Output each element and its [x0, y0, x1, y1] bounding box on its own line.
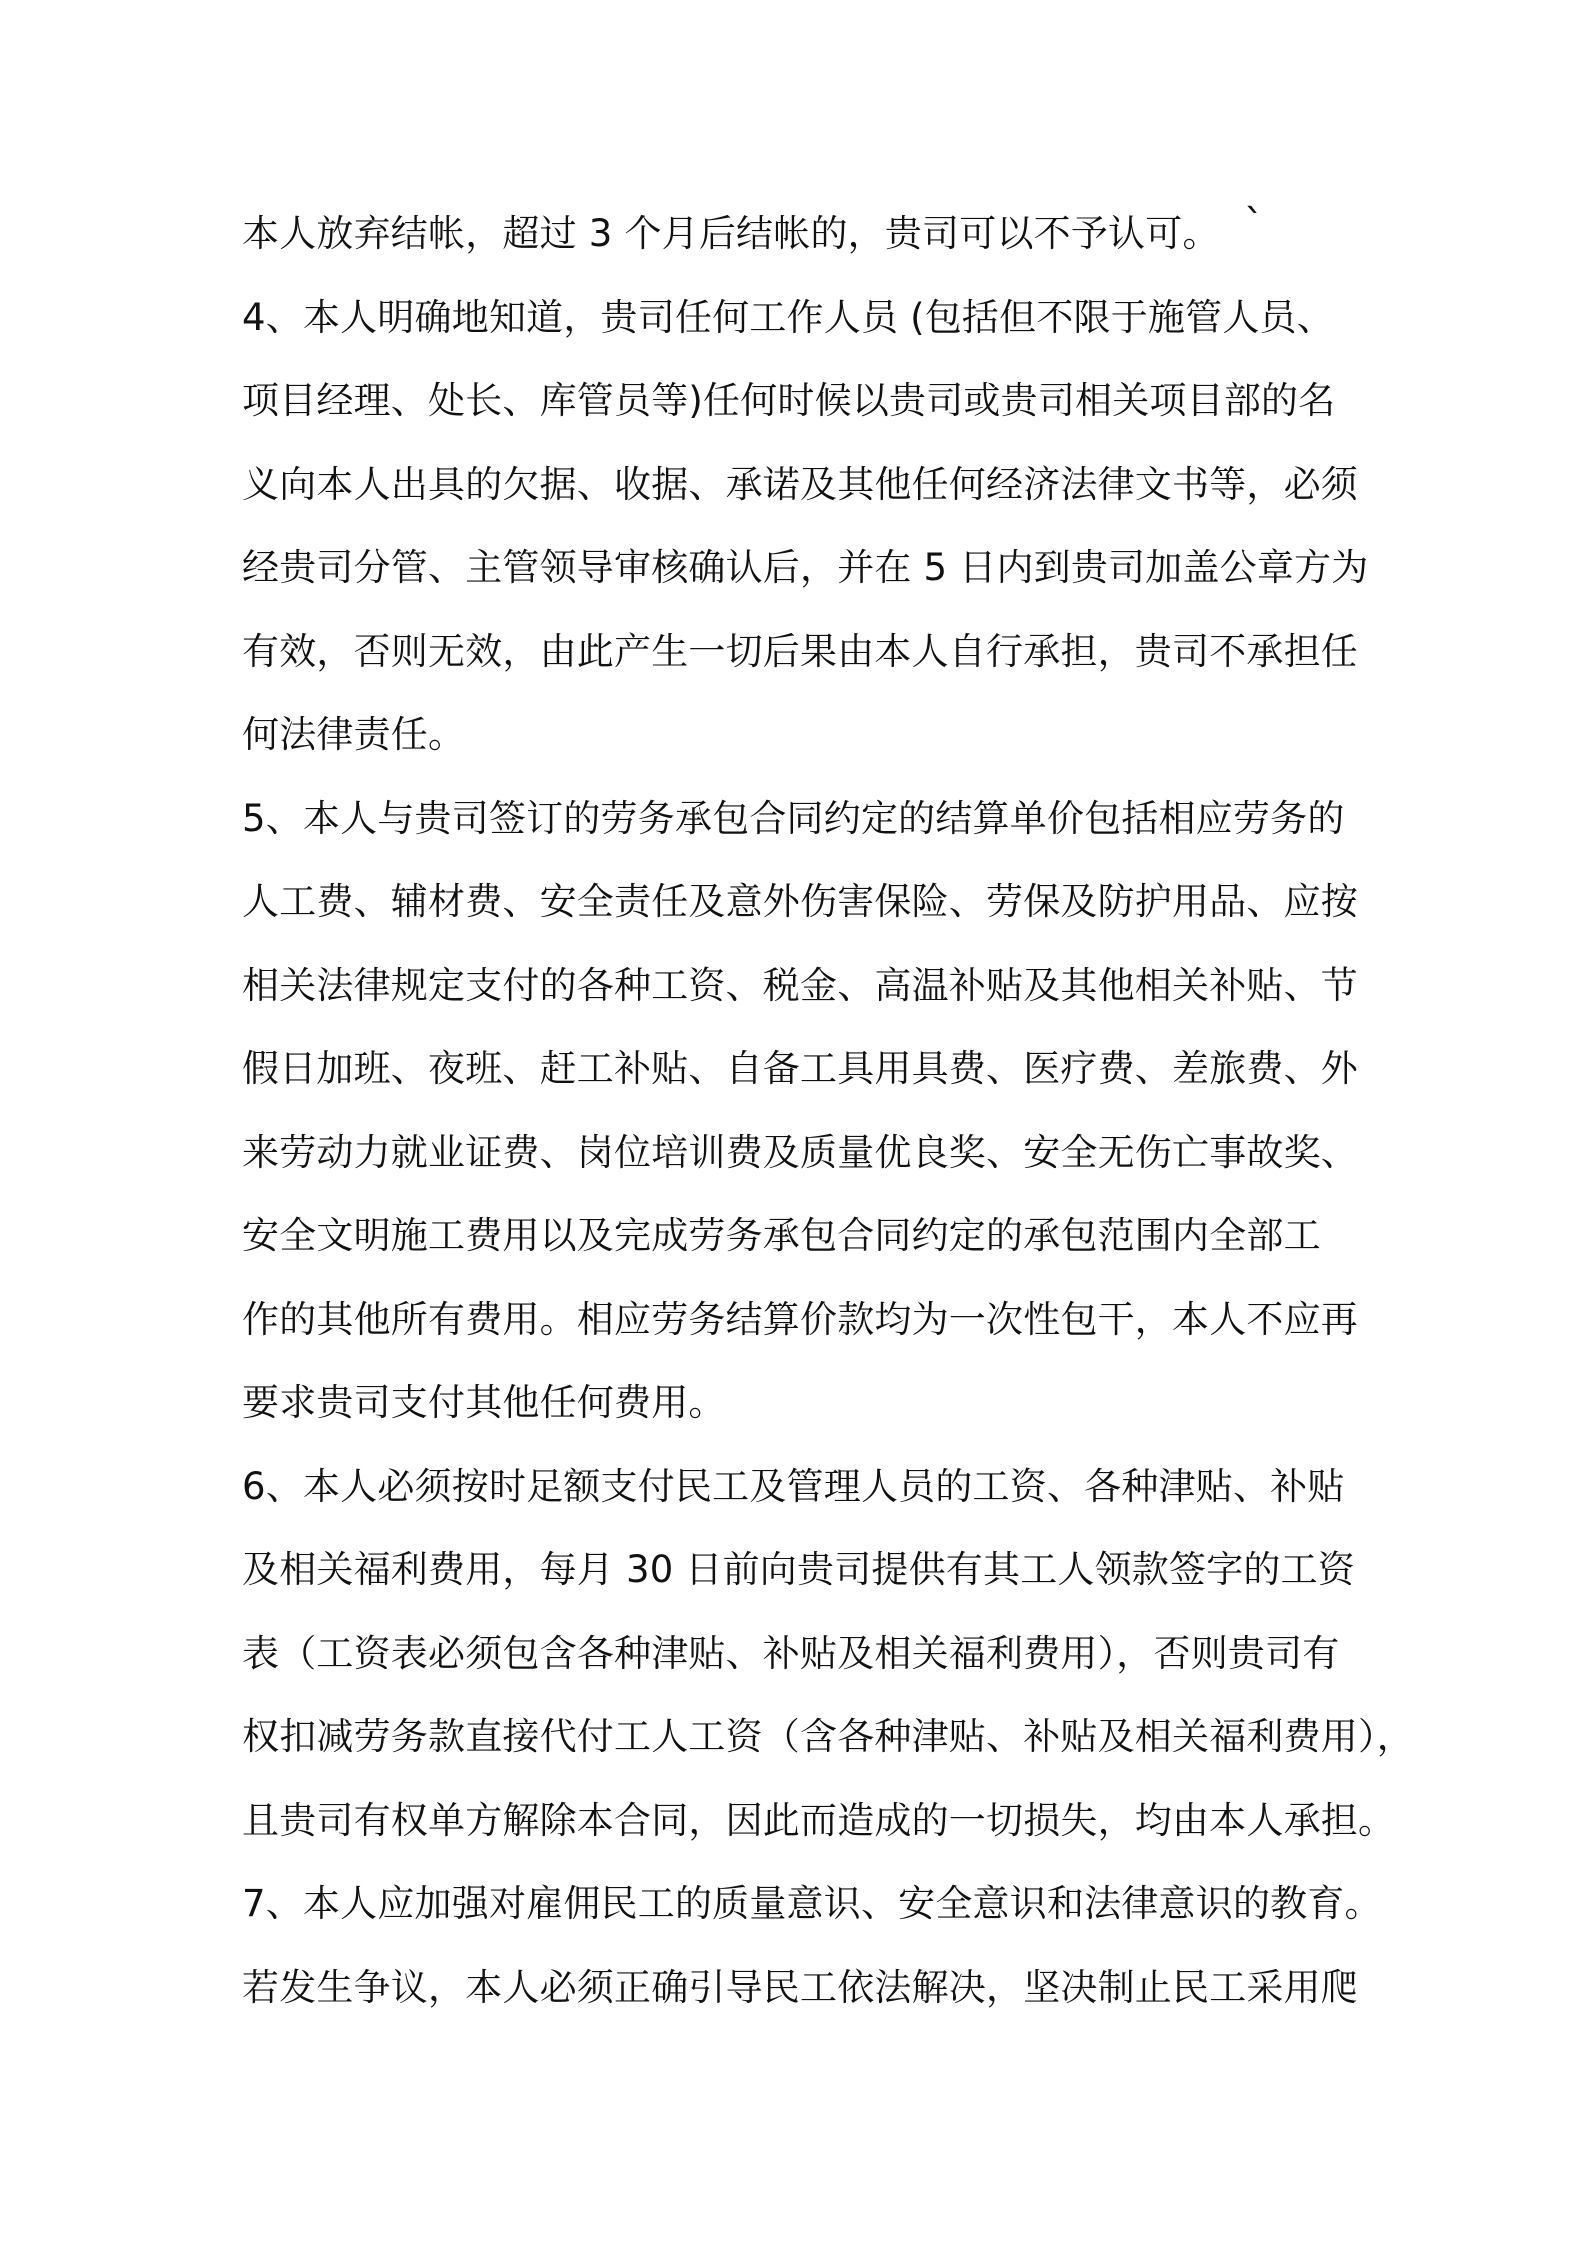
text-line: 人工费、辅材费、安全责任及意外伤害保险、劳保及防护用品、应按	[242, 880, 1358, 923]
text-line: 有效，否则无效，由此产生一切后果由本人自行承担，贵司不承担任	[242, 629, 1358, 673]
text-line: 要求贵司支付其他任何费用。	[242, 1381, 726, 1424]
text-line: 5、本人与贵司签订的劳务承包合同约定的结算单价包括相应劳务的	[242, 796, 1345, 840]
text-line: 义向本人出具的欠据、收据、承诺及其他任何经济法律文书等，必须	[242, 462, 1358, 506]
text-line: 本人放弃结帐，超过 3 个月后结帐的，贵司可以不予认可。	[242, 212, 1220, 255]
text-line: 且贵司有权单方解除本合同，因此而造成的一切损失，均由本人承担。	[242, 1798, 1396, 1842]
text-line: 相关法律规定支付的各种工资、税金、高温补贴及其他相关补贴、节	[242, 963, 1358, 1007]
text-line: 安全文明施工费用以及完成劳务承包合同约定的承包范围内全部工	[242, 1214, 1321, 1257]
text-line: 经贵司分管、主管领导审核确认后，并在 5 日内到贵司加盖公章方为	[242, 546, 1369, 589]
text-line: 4、本人明确地知道，贵司任何工作人员 (包括但不限于施管人员、	[242, 295, 1334, 339]
text-line: 及相关福利费用，每月 30 日前向贵司提供有其工人领款签字的工资	[242, 1548, 1356, 1591]
text-line: 何法律责任。	[242, 713, 466, 756]
text-line: 权扣减劳务款直接代付工人工资（含各种津贴、补贴及相关福利费用），	[242, 1715, 1414, 1758]
text-line: 来劳动力就业证费、岗位培训费及质量优良奖、安全无伤亡事故奖、	[242, 1130, 1358, 1174]
text-line: 7、本人应加强对雇佣民工的质量意识、安全意识和法律意识的教育。	[242, 1882, 1382, 1925]
document-body	[242, 192, 1414, 2029]
text-line: 表（工资表必须包含各种津贴、补贴及相关福利费用），否则贵司有	[242, 1631, 1340, 1675]
text-line: 项目经理、处长、库管员等)任何时候以贵司或贵司相关项目部的名	[242, 379, 1336, 422]
stray-mark: `	[1244, 202, 1264, 248]
text-line: 若发生争议，本人必须正确引导民工依法解决，坚决制止民工采用爬	[242, 1965, 1358, 2009]
text-line: 假日加班、夜班、赶工补贴、自备工具用具费、医疗费、差旅费、外	[242, 1047, 1358, 1090]
text-line: 6、本人必须按时足额支付民工及管理人员的工资、各种津贴、补贴	[242, 1464, 1345, 1508]
text-line: 作的其他所有费用。相应劳务结算价款均为一次性包干，本人不应再	[242, 1297, 1358, 1341]
